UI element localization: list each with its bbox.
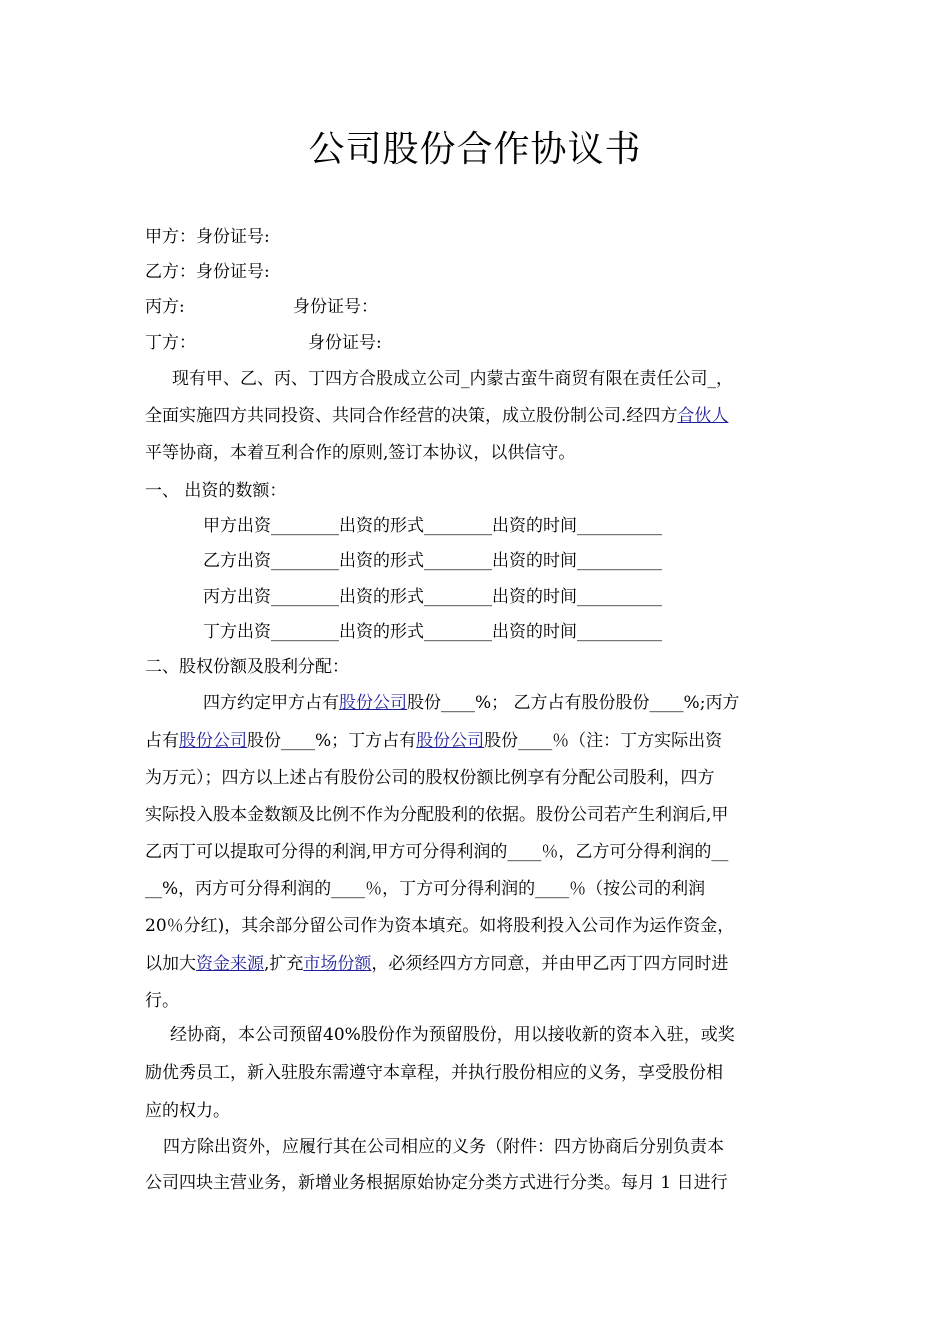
- contribution-row-c: 丙方出资________出资的形式________出资的时间__________: [203, 587, 662, 607]
- contribution-row-b: 乙方出资________出资的形式________出资的时间__________: [203, 551, 662, 571]
- section-2-line-9: 行。: [145, 991, 179, 1011]
- section-2-line-2-text-a: 占有: [145, 731, 179, 751]
- section-1-heading: 一、 出资的数额：: [145, 481, 287, 501]
- capital-source-link[interactable]: 资金来源: [196, 954, 264, 974]
- section-2-line-3: 为万元）；四方以上述占有股份公司的股权份额比例享有分配公司股利，四方: [145, 768, 715, 788]
- section-2-heading: 二、股权份额及股利分配：: [145, 657, 349, 677]
- party-c-line: [145, 296, 378, 318]
- section-2-line-8-text-b: ,扩充: [264, 954, 304, 974]
- partner-link[interactable]: 合伙人: [677, 406, 729, 426]
- section-2-line-6: __%，丙方可分得利润的____％，丁方可分得利润的____％（按公司的利润: [145, 879, 706, 899]
- reserve-line-1: 经协商，本公司预留40%股份作为预留股份，用以接收新的资本入驻，或奖: [170, 1025, 735, 1045]
- preamble-line-2: [145, 405, 728, 427]
- party-b-line: [145, 261, 270, 283]
- party-b-id-label: 身份证号:: [196, 262, 270, 282]
- preamble-line-1: 现有甲、乙、丙、丁四方合股成立公司_内蒙古蛮牛商贸有限在责任公司_，: [172, 369, 733, 389]
- section-2-line-8-text-c: ，必须经四方方同意，并由甲乙丙丁四方同时进: [371, 954, 729, 974]
- section-2-line-5: 乙丙丁可以提取可分得的利润,甲方可分得利润的____％，乙方可分得利润的__: [145, 842, 729, 862]
- party-b-label: 乙方：: [145, 262, 196, 282]
- document-title: 公司股份合作协议书: [308, 129, 642, 170]
- preamble-line-2-text: 全面实施四方共同投资、共同合作经营的决策，成立股份制公司.经四方: [145, 406, 678, 426]
- contribution-row-d: 丁方出资________出资的形式________出资的时间__________: [203, 622, 662, 642]
- party-d-label: 丁方：: [145, 333, 196, 353]
- party-c-id-label: 身份证号：: [293, 297, 378, 317]
- section-2-line-2-text-c: 股份____％（注：丁方实际出资: [484, 731, 723, 751]
- duty-line-1: 四方除出资外，应履行其在公司相应的义务（附件：四方协商后分别负责本: [163, 1137, 724, 1157]
- reserve-line-3: 应的权力。: [145, 1101, 230, 1121]
- stock-company-link-2[interactable]: 股份公司: [179, 731, 247, 751]
- party-a-line: [145, 226, 270, 248]
- party-d-line: [145, 332, 382, 354]
- section-2-line-2-text-b: 股份____%；丁方占有: [247, 731, 417, 751]
- section-2-line-8-text-a: 以加大: [145, 954, 196, 974]
- party-a-id-label: 身份证号:: [196, 227, 270, 247]
- duty-line-2: 公司四块主营业务，新增业务根据原始协定分类方式进行分类。每月 1 日进行: [145, 1173, 728, 1193]
- section-2-line-4: 实际投入股本金数额及比例不作为分配股利的依据。股份公司若产生利润后,甲: [145, 805, 729, 825]
- section-2-line-1: [203, 692, 739, 714]
- market-share-link[interactable]: 市场份额: [303, 954, 372, 974]
- contribution-row-a: 甲方出资________出资的形式________出资的时间__________: [203, 516, 662, 536]
- section-2-line-7: 20％分红)，其余部分留公司作为资本填充。如将股利投入公司作为运作资金，: [145, 916, 735, 936]
- party-c-label: 丙方:: [145, 297, 185, 317]
- section-2-line-8: [145, 953, 728, 975]
- party-a-label: 甲方：: [145, 227, 196, 247]
- stock-company-link-3[interactable]: 股份公司: [416, 731, 485, 751]
- party-d-id-label: 身份证号:: [308, 333, 382, 353]
- section-2-line-1-text-a: 四方约定甲方占有: [203, 693, 339, 713]
- stock-company-link-1[interactable]: 股份公司: [339, 693, 407, 713]
- reserve-line-2: 励优秀员工，新入驻股东需遵守本章程，并执行股份相应的义务，享受股份相: [145, 1063, 723, 1083]
- section-2-line-2: [145, 730, 722, 752]
- preamble-line-3: 平等协商，本着互利合作的原则,签订本协议，以供信守。: [145, 443, 576, 463]
- section-2-line-1-text-b: 股份____%； 乙方占有股份股份____%;丙方: [407, 693, 740, 713]
